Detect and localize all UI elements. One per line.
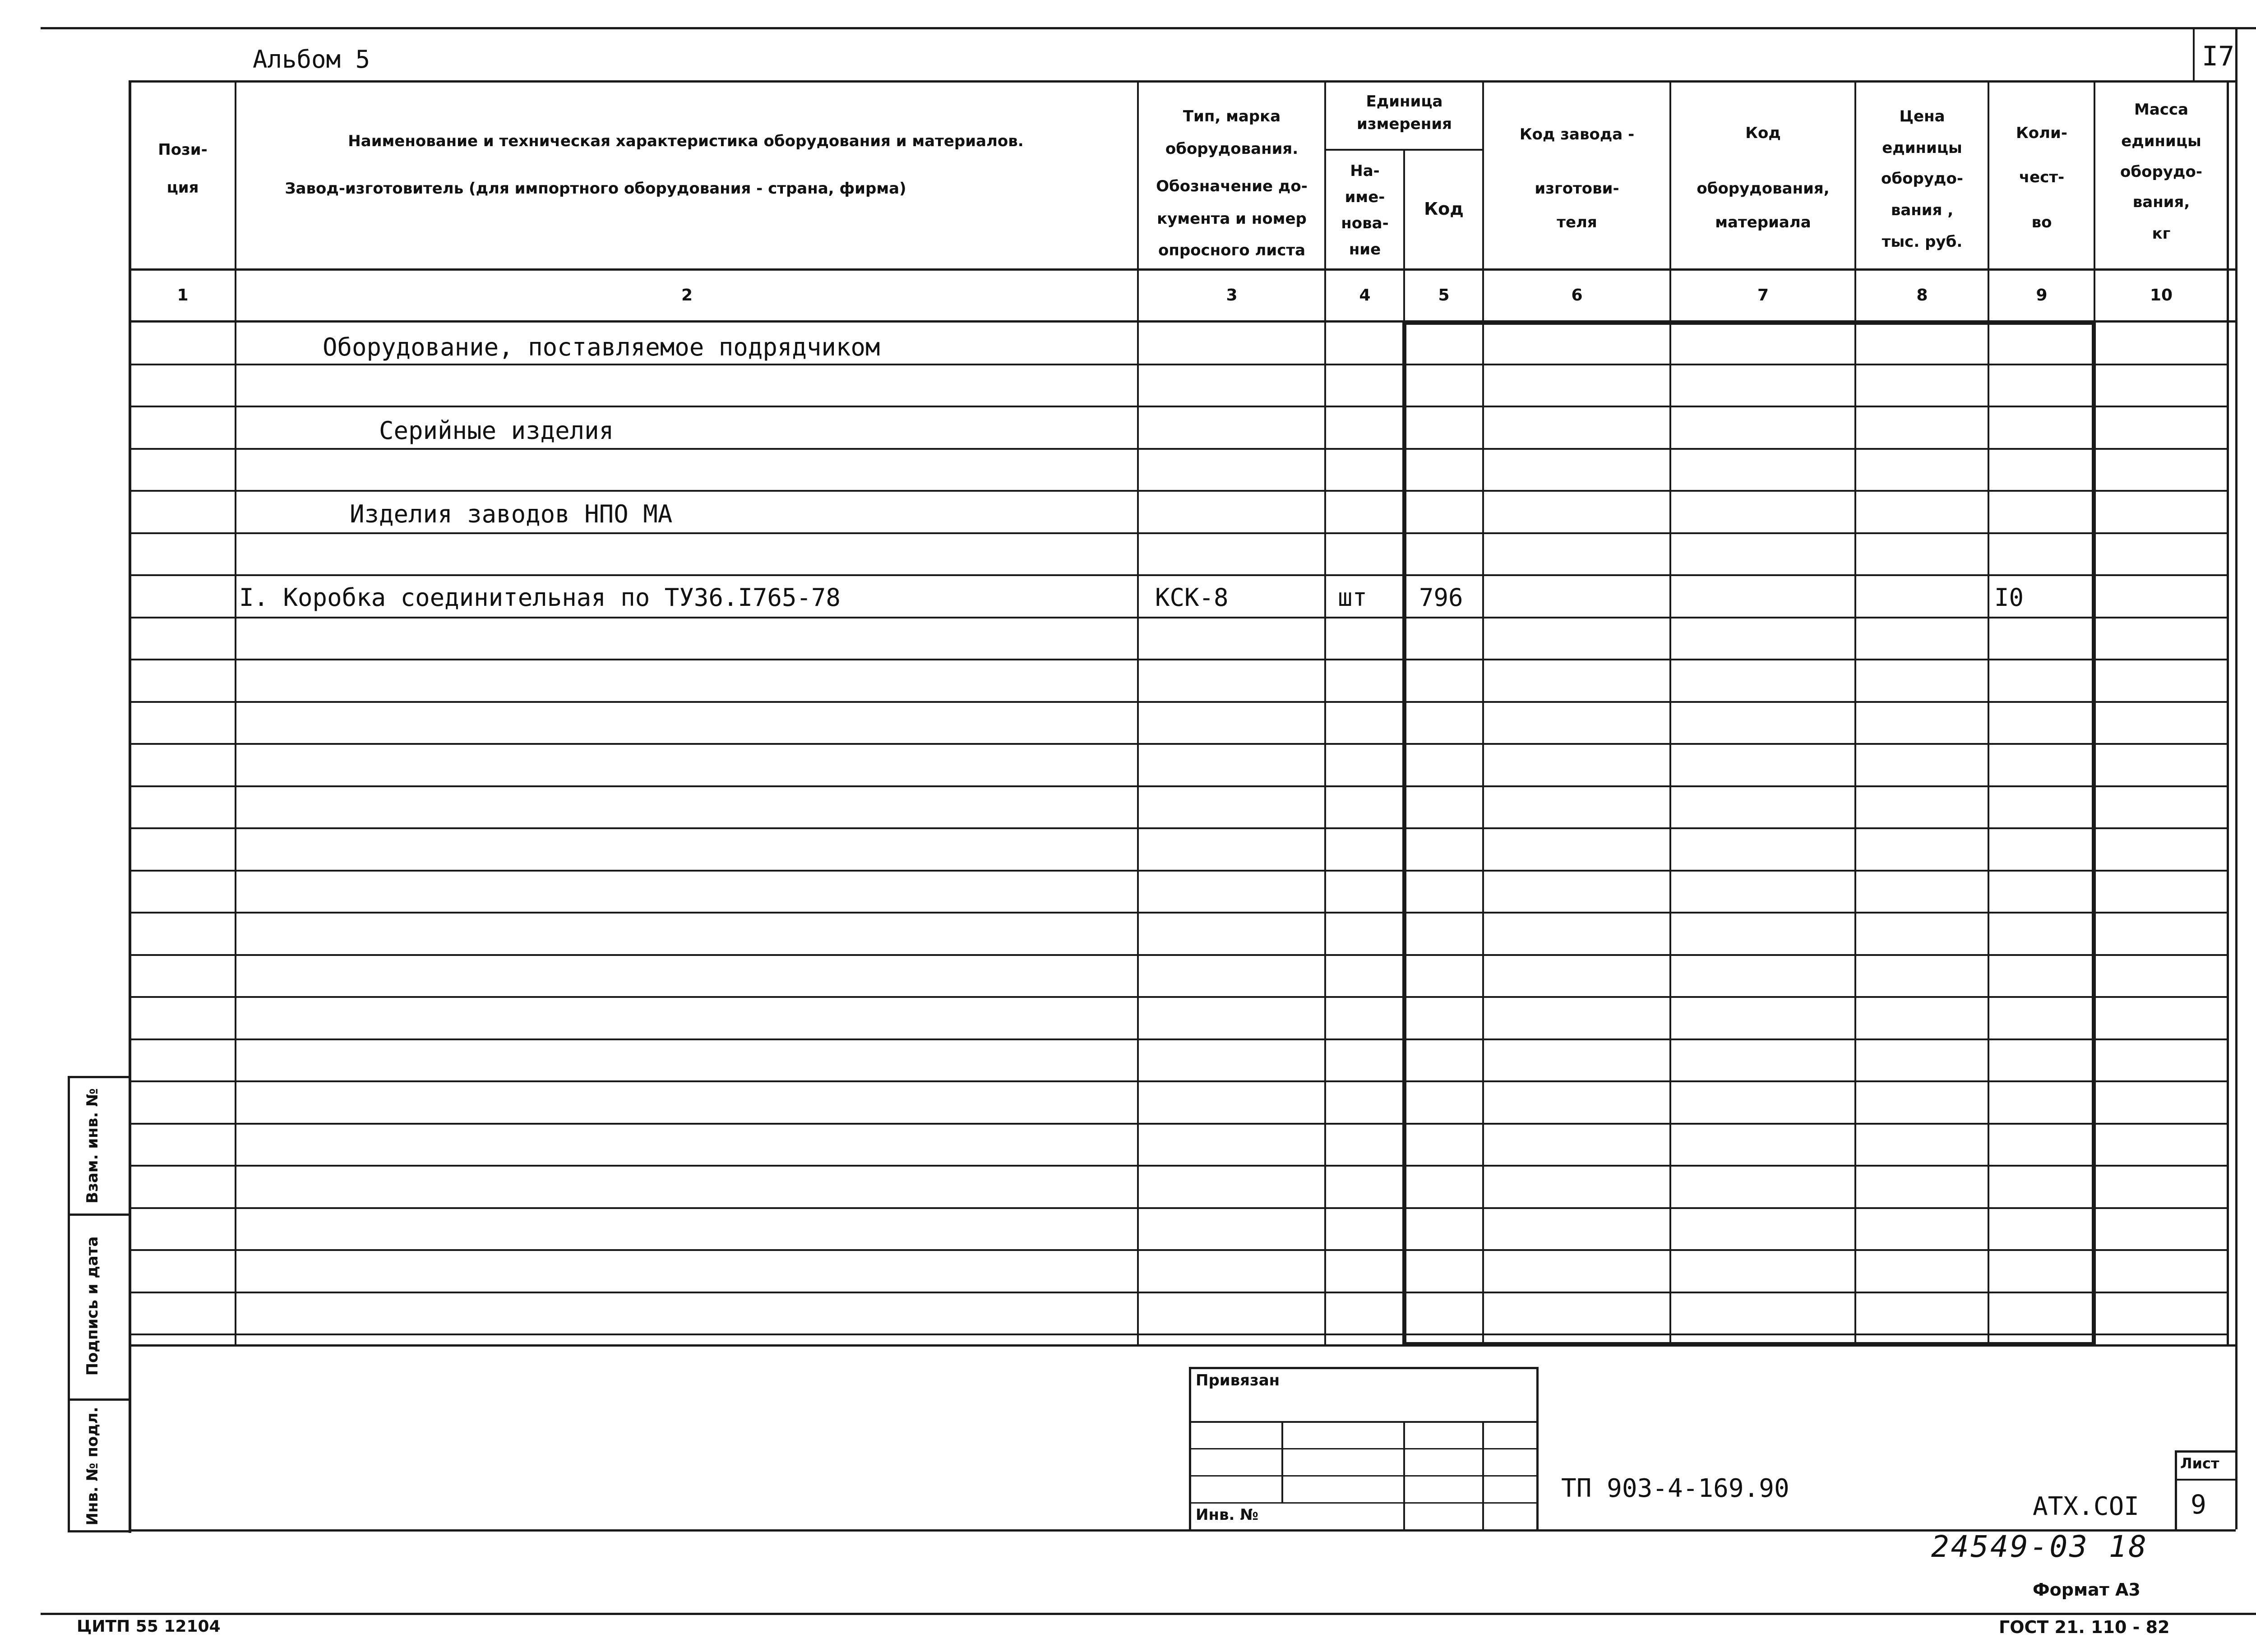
col-number-9: 9 (2036, 286, 2048, 305)
top-border (41, 27, 2256, 29)
col-number-10: 10 (2150, 286, 2173, 305)
col-header-qty-2: чест- (2019, 168, 2065, 186)
row-separator (131, 659, 2227, 660)
col-header-price-1: Цена (1899, 107, 1945, 125)
col-number-5: 5 (1438, 286, 1450, 305)
col-header-price-4: вания , (1891, 201, 1954, 219)
stamp-div-1 (68, 1214, 131, 1216)
row-group-title: Изделия заводов НПО МА (350, 500, 673, 528)
stamp-left (68, 1076, 70, 1532)
bold-box-right (2092, 321, 2096, 1346)
col-header-position (131, 131, 235, 207)
col-header-mass-3: оборудо- (2120, 163, 2202, 181)
col-header-factory-code-3: теля (1557, 213, 1597, 231)
col-header-factory-code-1: Код завода - (1519, 125, 1635, 143)
privyazan-col-2 (1403, 1421, 1405, 1531)
col-header-mass-2: единицы (2121, 132, 2201, 150)
stamp-inv-podl: Инв. № подл. (83, 1407, 102, 1526)
col-line-5 (1482, 80, 1484, 1346)
sheet-box-top (2175, 1450, 2236, 1453)
col-header-position-text: Пози- ция (158, 141, 208, 197)
row-separator (131, 406, 2227, 407)
row-separator (131, 1080, 2227, 1082)
col-header-unit-name-text: На- име- нова- ние (1341, 162, 1389, 258)
col-line-2 (1137, 80, 1139, 1346)
table-top (129, 80, 2236, 83)
col-header-unit-name (1327, 158, 1403, 263)
col-line-1 (235, 80, 236, 1346)
privyazan-row-2 (1189, 1448, 1539, 1449)
row-item-unit: шт (1338, 583, 1368, 612)
col-header-qty-3: во (2031, 213, 2052, 231)
row-separator (131, 701, 2227, 703)
row-item-qty: I0 (1994, 583, 2024, 612)
col-number-6: 6 (1571, 286, 1583, 305)
row-separator (131, 912, 2227, 914)
row-subsection-title: Серийные изделия (379, 416, 614, 445)
bottom-border (41, 1613, 2256, 1615)
page-number: I7 (2202, 41, 2235, 72)
footer-left: ЦИТП 55 12104 (77, 1617, 221, 1636)
inv-no-label: Инв. № (1196, 1506, 1259, 1524)
row-separator (131, 1292, 2227, 1293)
row-separator (131, 1123, 2227, 1125)
col-line-7 (1854, 80, 1856, 1346)
col-header-qty-1: Коли- (2016, 124, 2067, 142)
row-section-title: Оборудование, поставляемое подрядчиком (323, 333, 880, 361)
handwritten-number: 24549-03 18 (1931, 1529, 2149, 1564)
sheet-number: 9 (2191, 1489, 2206, 1520)
col-header-factory-code-2: изготови- (1535, 180, 1619, 198)
doc-code: ТП 903-4-169.90 (1561, 1474, 1789, 1503)
col-number-4: 4 (1359, 286, 1371, 305)
sheet-box-mid (2175, 1479, 2236, 1481)
bold-box-left (1402, 321, 1406, 1346)
doc-mark: АТХ.СОI (2033, 1492, 2140, 1521)
privyazan-top (1189, 1367, 1539, 1369)
right-border (2235, 27, 2238, 1529)
row-separator (131, 574, 2227, 576)
col-header-mass-1: Масса (2134, 101, 2189, 119)
col-line-8 (1988, 80, 1989, 1346)
col-number-1: 1 (177, 286, 189, 305)
col-header-unit-group-text: Единица измерения (1357, 92, 1452, 133)
col-number-3: 3 (1226, 286, 1238, 305)
unit-group-divider (1324, 149, 1483, 151)
col-header-type-3: Обозначение до- (1156, 177, 1308, 195)
row-separator (131, 743, 2227, 745)
row-separator (131, 1038, 2227, 1040)
col-header-name-1: Наименование и техническая характеристика оборудования и материалов. (348, 132, 1024, 150)
col-number-7: 7 (1757, 286, 1769, 305)
col-header-equip-code-3: материала (1715, 213, 1811, 231)
col-line-3 (1324, 80, 1326, 1346)
row-item-code: 796 (1419, 583, 1463, 612)
bold-box-bottom (1402, 1342, 2096, 1346)
album-label: Альбом 5 (253, 45, 370, 74)
col-header-name-2: Завод-изготовитель (для импортного оборудования - страна, фирма) (285, 180, 906, 198)
titleblock-bottom (129, 1529, 2236, 1532)
row-separator (131, 490, 2227, 492)
row-separator (131, 785, 2227, 787)
row-item-name: I. Коробка соединительная по ТУ36.I765-78 (239, 583, 841, 612)
col-header-type-1: Тип, марка (1183, 107, 1281, 125)
col-number-2: 2 (681, 286, 693, 305)
col-number-8: 8 (1916, 286, 1928, 305)
col-header-unit-group (1327, 90, 1482, 135)
row-separator (131, 1165, 2227, 1167)
format-label: Формат А3 (2033, 1580, 2140, 1600)
col-header-mass-4: вания, (2132, 193, 2190, 211)
col-header-price-5: тыс. руб. (1882, 233, 1963, 251)
row-separator (131, 1207, 2227, 1209)
privyazan-row-4 (1189, 1502, 1539, 1504)
privyazan-label: Привязан (1196, 1371, 1280, 1389)
row-separator (131, 827, 2227, 829)
col-header-type-5: опросного листа (1158, 241, 1306, 259)
col-header-equip-code-1: Код (1745, 124, 1781, 142)
privyazan-col-1 (1281, 1421, 1283, 1504)
col-header-mass-5: кг (2152, 225, 2171, 243)
stamp-podpis-data: Подпись и дата (83, 1236, 102, 1376)
stamp-vzam-inv: Взам. инв. № (83, 1088, 102, 1204)
col-header-equip-code-2: оборудования, (1697, 180, 1830, 198)
row-separator (131, 870, 2227, 872)
row-separator (131, 1249, 2227, 1251)
privyazan-row-3 (1189, 1475, 1539, 1477)
row-separator (131, 996, 2227, 998)
table-right (2227, 80, 2229, 1346)
row-separator (131, 1334, 2227, 1335)
col-line-6 (1669, 80, 1671, 1346)
privyazan-col-3 (1482, 1421, 1484, 1531)
row-item-type: КСК-8 (1155, 583, 1229, 612)
col-header-price-2: единицы (1882, 139, 1962, 157)
col-header-price-3: оборудо- (1881, 170, 1963, 188)
sheet-box-left (2175, 1450, 2177, 1531)
footer-right: ГОСТ 21. 110 - 82 (1999, 1617, 2170, 1637)
sheet-label: Лист (2180, 1455, 2219, 1472)
col-header-type-4: кумента и номер (1157, 210, 1307, 228)
row-separator (131, 954, 2227, 956)
col-header-unit-code: Код (1424, 199, 1464, 219)
page-number-box-left (2193, 27, 2195, 81)
col-header-type-2: оборудования. (1165, 140, 1299, 158)
privyazan-row-1 (1189, 1421, 1539, 1423)
bold-box-top (1402, 321, 2096, 325)
